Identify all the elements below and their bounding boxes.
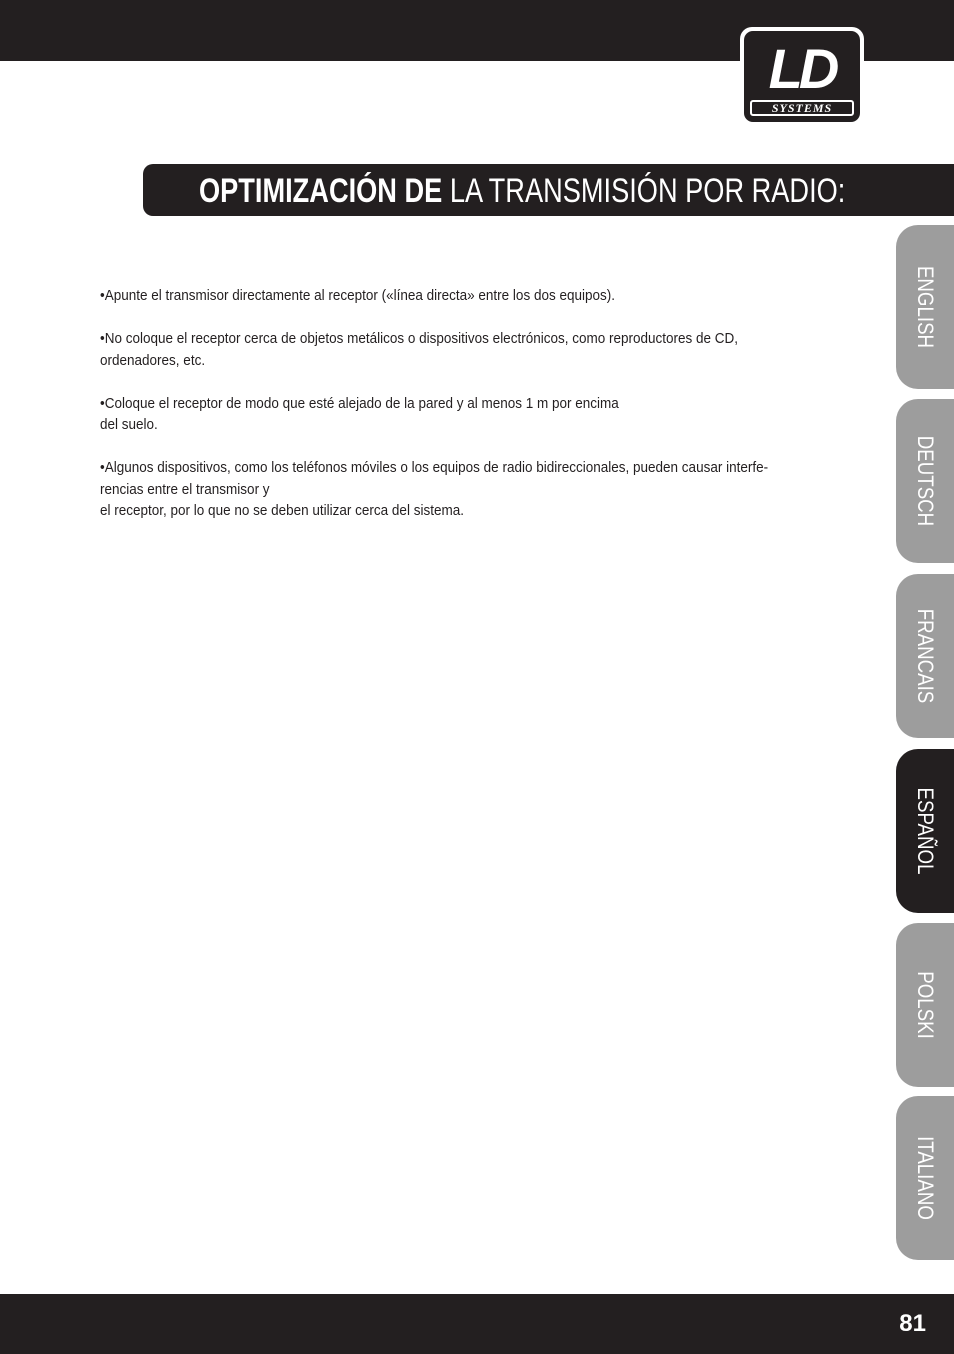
logo-systems-text: SYSTEMS [750,100,854,116]
ld-systems-logo [740,27,864,126]
paragraph [100,285,860,307]
tab-english[interactable] [896,225,954,389]
paragraph-line: ordenadores, etc. [100,351,206,369]
body-content [100,285,860,543]
paragraph-line: del suelo. [100,416,158,433]
paragraph-line: •Coloque el receptor de modo que esté alejado de la pared y al menos 1 m por encima [100,394,619,412]
tab-deutsch[interactable] [896,399,954,563]
section-title-bar [143,164,954,216]
paragraph [100,393,860,436]
paragraph-line: •Apunte el transmisor directamente al receptor («línea directa» entre los dos equipos). [100,287,616,304]
section-title-light: LA TRANSMISIÓN POR RADIO: [449,172,846,210]
bottom-bar [0,1294,954,1354]
tab-polski[interactable] [896,923,954,1087]
paragraph-line: el receptor, por lo que no se deben utilizar cerca del sistema. [100,502,464,519]
paragraph-line: rencias entre el transmisor y [100,480,270,498]
paragraph [100,328,860,371]
tab-polski-label: POLSKI [913,971,938,1039]
logo-ld-text: LD [768,37,836,100]
page-number: 81 [899,1310,926,1337]
section-title [199,171,845,211]
paragraph [100,457,860,522]
tab-francais[interactable] [896,574,954,738]
tab-francais-label: FRANCAIS [913,608,938,704]
tab-english-label: ENGLISH [913,265,938,349]
tab-deutsch-label: DEUTSCH [913,435,938,527]
tab-espanol-label: ESPAÑOL [913,787,938,875]
tab-espanol[interactable] [896,749,954,913]
tab-italiano-label: ITALIANO [913,1136,938,1220]
section-title-bold: OPTIMIZACIÓN DE [199,172,443,210]
paragraph-line: •No coloque el receptor cerca de objetos metálicos o dispositivos electrónicos, como reproductores de CD, [100,330,739,347]
tab-italiano[interactable] [896,1096,954,1260]
paragraph-line: •Algunos dispositivos, como los teléfonos móviles o los equipos de radio bidireccionales, pueden causar interfe- [100,459,769,476]
